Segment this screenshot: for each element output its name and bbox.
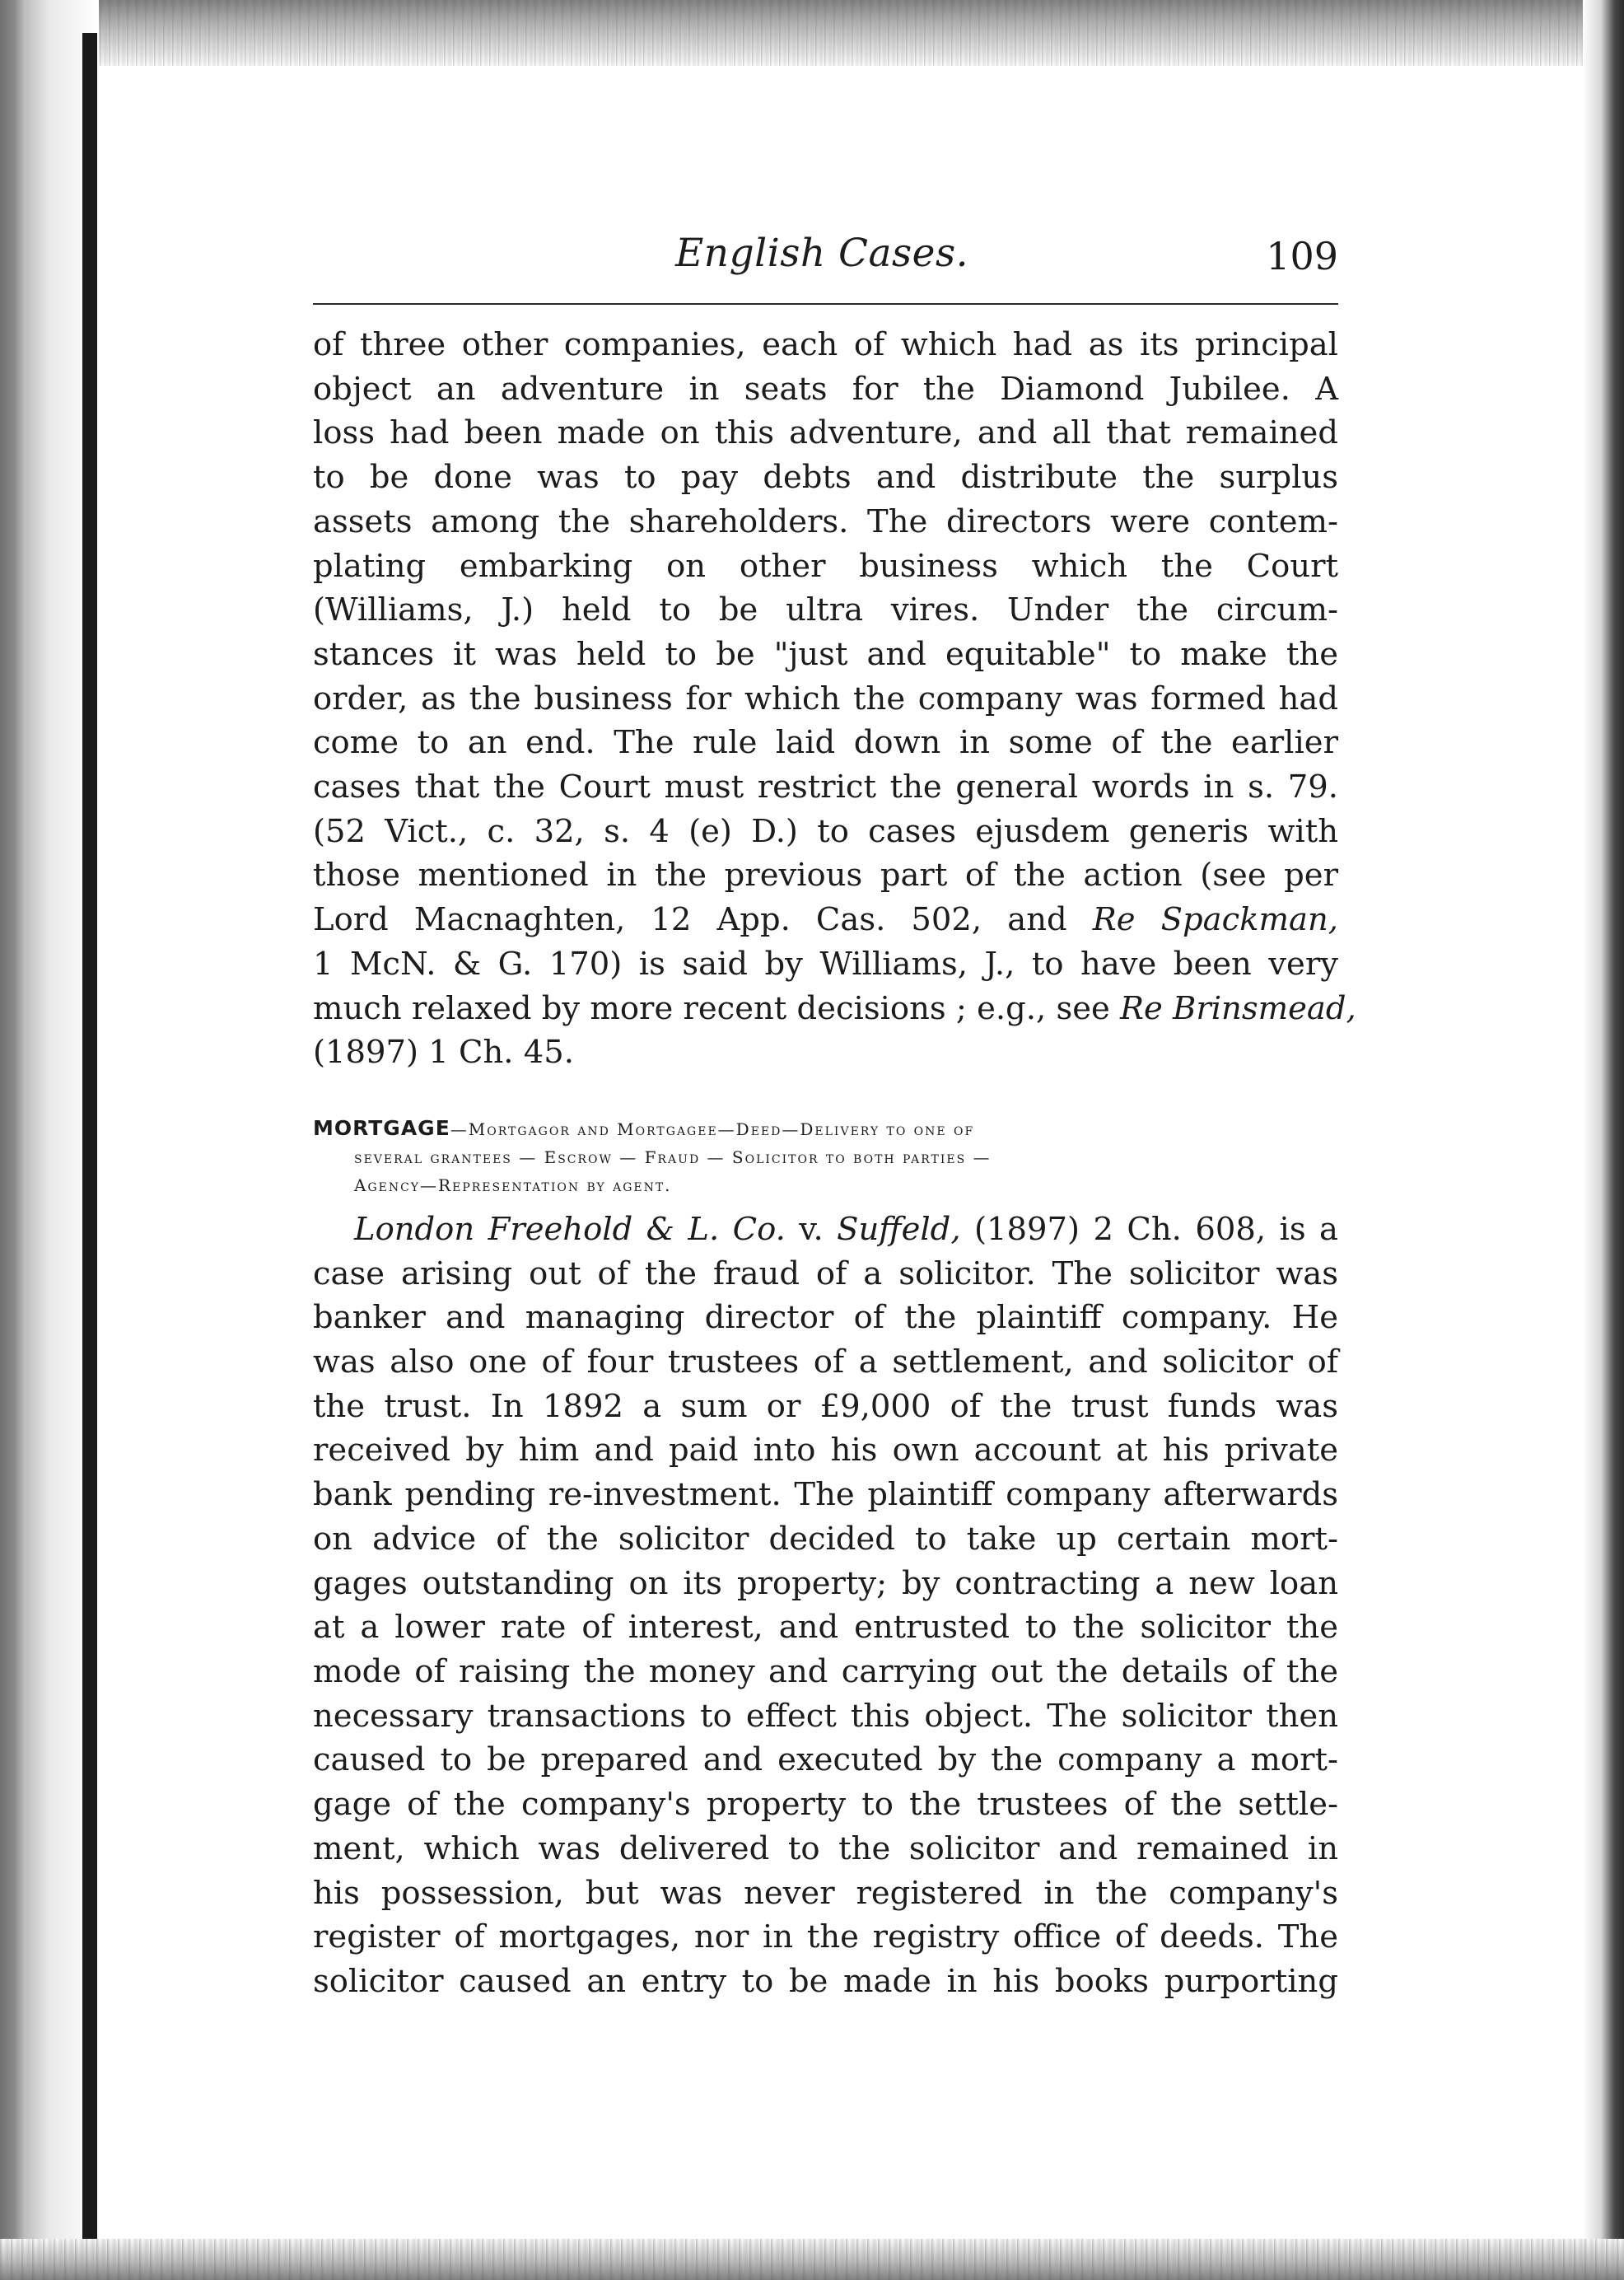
text-line: (Williams, J.) held to be ultra vires. Under the circum- xyxy=(313,591,1338,629)
text-line xyxy=(313,1208,1338,1252)
book-page xyxy=(313,231,1356,2000)
scan-edge-top xyxy=(0,0,1624,66)
scan-edge-bottom xyxy=(0,2239,1624,2280)
text-line: to be done was to pay debts and distribute the surplus xyxy=(313,459,1338,497)
text-line: those mentioned in the previous part of the action (see per xyxy=(313,857,1338,895)
running-title: English Cases. xyxy=(675,231,969,276)
body-text xyxy=(313,323,1356,2004)
paragraph-continuation xyxy=(313,323,1356,1075)
heading-line xyxy=(313,1114,1338,1143)
text-line: (1897) 1 Ch. 45. xyxy=(313,1034,574,1072)
text-line: received by him and paid into his own account at his private xyxy=(313,1432,1338,1469)
text-line: 1 McN. & G. 170) is said by Williams, J., to have been very xyxy=(313,945,1338,983)
text-line: object an adventure in seats for the Diamond Jubilee. A xyxy=(313,370,1338,408)
text-line: case arising out of the fraud of a solicitor. The solicitor was xyxy=(313,1254,1338,1292)
text-line: on advice of the solicitor decided to take up certain mort- xyxy=(313,1520,1338,1558)
text-line: order, as the business for which the company was formed had xyxy=(313,680,1338,717)
text-line: assets among the shareholders. The directors were contem- xyxy=(313,502,1338,540)
text-line: register of mortgages, nor in the registry office of deeds. The xyxy=(313,1918,1338,1956)
heading-line: several grantees — Escrow — Fraud — Solicitor to both parties — xyxy=(354,1147,992,1167)
scan-binding-edge xyxy=(82,33,97,2280)
text-line: of three other companies, each of which had as its principal xyxy=(313,326,1338,363)
heading-lead: MORTGAGE xyxy=(313,1115,450,1140)
case-name-italic: London Freehold & L. Co. xyxy=(354,1210,786,1248)
text-segment: (1897) 2 Ch. 608, is a xyxy=(960,1210,1338,1248)
page-number: 109 xyxy=(1266,234,1338,278)
text-line: plating embarking on other business which the Court xyxy=(313,547,1338,585)
text-segment: much relaxed by more recent decisions ; e.g., see xyxy=(313,989,1121,1027)
section-heading xyxy=(313,1114,1338,1199)
header-rule xyxy=(313,303,1338,305)
heading-text: —Mortgagor and Mortgagee—Deed—Delivery to one of xyxy=(450,1119,975,1139)
scan-edge-right xyxy=(1583,0,1624,2280)
text-line: ment, which was delivered to the solicitor and remained in xyxy=(313,1829,1338,1867)
page-header xyxy=(313,231,1338,288)
text-line: gages outstanding on its property; by contracting a new loan xyxy=(313,1564,1338,1602)
text-line: caused to be prepared and executed by the company a mort- xyxy=(313,1741,1338,1779)
text-line: loss had been made on this adventure, and all that remained xyxy=(313,414,1338,452)
heading-line: Agency—Representation by agent. xyxy=(354,1175,672,1195)
text-line: banker and managing director of the plaintiff company. He xyxy=(313,1299,1338,1337)
case-name-italic: Re Spackman, xyxy=(1092,901,1338,939)
text-segment: Lord Macnaghten, 12 App. Cas. 502, and xyxy=(313,901,1093,939)
text-line: necessary transactions to effect this object. The solicitor then xyxy=(313,1697,1338,1735)
text-line: the trust. In 1892 a sum or £9,000 of the trust funds was xyxy=(313,1387,1338,1425)
text-line: bank pending re-investment. The plaintiff company afterwards xyxy=(313,1476,1338,1514)
text-line xyxy=(313,987,1356,1031)
text-line: solicitor caused an entry to be made in his books purporting xyxy=(313,1962,1338,2000)
case-name-italic: Suffeld, xyxy=(837,1210,961,1248)
text-line: gage of the company's property to the trustees of the settle- xyxy=(313,1786,1338,1824)
case-name-italic: Re Brinsmead, xyxy=(1120,989,1356,1027)
text-line: (52 Vict., c. 32, s. 4 (e) D.) to cases ejusdem generis with xyxy=(313,812,1338,850)
text-segment: v. xyxy=(785,1210,838,1248)
paragraph-case xyxy=(313,1208,1338,2004)
text-line: at a lower rate of interest, and entrusted to the solicitor the xyxy=(313,1609,1338,1647)
text-line: his possession, but was never registered in the company's xyxy=(313,1874,1338,1912)
text-line: was also one of four trustees of a settlement, and solicitor of xyxy=(313,1343,1338,1381)
text-line: cases that the Court must restrict the general words in s. 79. xyxy=(313,769,1338,806)
text-line: mode of raising the money and carrying out the details of the xyxy=(313,1652,1338,1690)
text-line: come to an end. The rule laid down in some of the earlier xyxy=(313,724,1338,762)
text-line xyxy=(313,898,1338,942)
text-line: stances it was held to be "just and equitable" to make the xyxy=(313,635,1338,673)
